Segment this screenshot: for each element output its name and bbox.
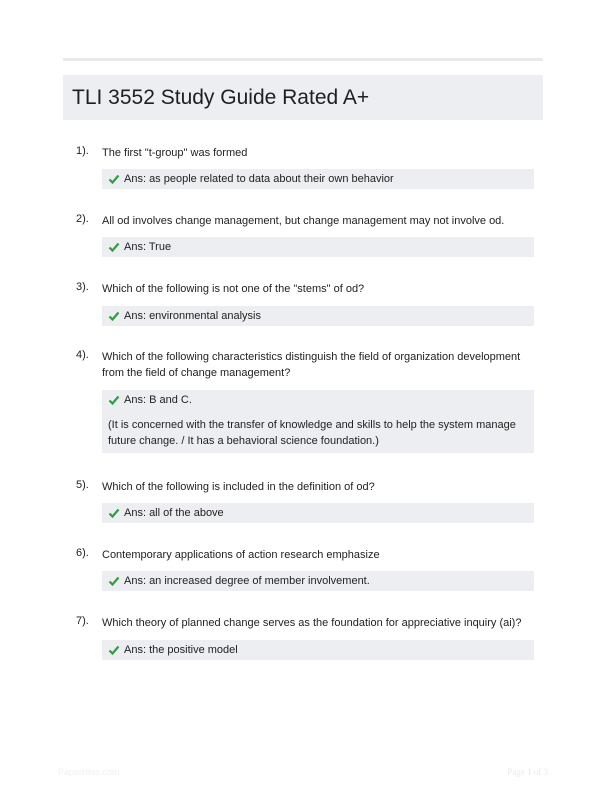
check-icon: [108, 507, 120, 519]
question-text: Contemporary applications of action research emphasize: [102, 549, 380, 561]
question-text: All od involves change management, but change management may not involve od.: [102, 215, 505, 227]
title-bar: [63, 75, 543, 120]
answer-text: Ans: environmental analysis: [124, 310, 261, 322]
question-text: Which of the following is included in the definition of od?: [102, 481, 375, 493]
check-icon: [108, 644, 120, 656]
check-icon: [108, 241, 120, 253]
question-number: 6).: [76, 547, 89, 559]
answer-text: Ans: True: [124, 241, 172, 253]
check-icon: [108, 394, 120, 406]
answer-text: Ans: the positive model: [124, 644, 238, 656]
answer-text: Ans: an increased degree of member involvement.: [124, 575, 370, 587]
question-number: 5).: [76, 479, 89, 491]
check-icon: [108, 575, 120, 587]
answer-box: [102, 237, 534, 257]
question-number: 3).: [76, 281, 89, 293]
question-text: The first "t-group" was formed: [102, 147, 248, 159]
answer-box: [102, 169, 534, 189]
answer-box: [102, 640, 534, 660]
answer-box: [102, 503, 534, 523]
answer-box: [102, 306, 534, 326]
answer-box: [102, 571, 534, 591]
answer-text: Ans: all of the above: [124, 507, 224, 519]
question-number: 4).: [76, 349, 89, 361]
answer-text: Ans: as people related to data about their own behavior: [124, 173, 394, 185]
answer-box: [102, 390, 534, 453]
check-icon: [108, 310, 120, 322]
question-number: 2).: [76, 213, 89, 225]
footer-watermark: Paperbliss.com: [58, 767, 120, 777]
check-icon: [108, 173, 120, 185]
page-title: TLI 3552 Study Guide Rated A+: [72, 85, 370, 109]
top-rule: [63, 58, 543, 61]
answer-explanation: (It is concerned with the transfer of knowledge and skills to help the system manage future change. / It has a behavioral science foundation.): [108, 419, 516, 447]
question-number: 1).: [76, 145, 89, 157]
question-text: Which of the following characteristics distinguish the field of organization development from the field of change management?: [102, 351, 521, 379]
page-number: Page 1 of 3: [507, 767, 548, 777]
question-text: Which theory of planned change serves as the foundation for appreciative inquiry (ai)?: [102, 617, 522, 629]
question-number: 7).: [76, 615, 89, 627]
answer-text: Ans: B and C.: [124, 394, 192, 406]
question-text: Which of the following is not one of the "stems" of od?: [102, 283, 365, 295]
